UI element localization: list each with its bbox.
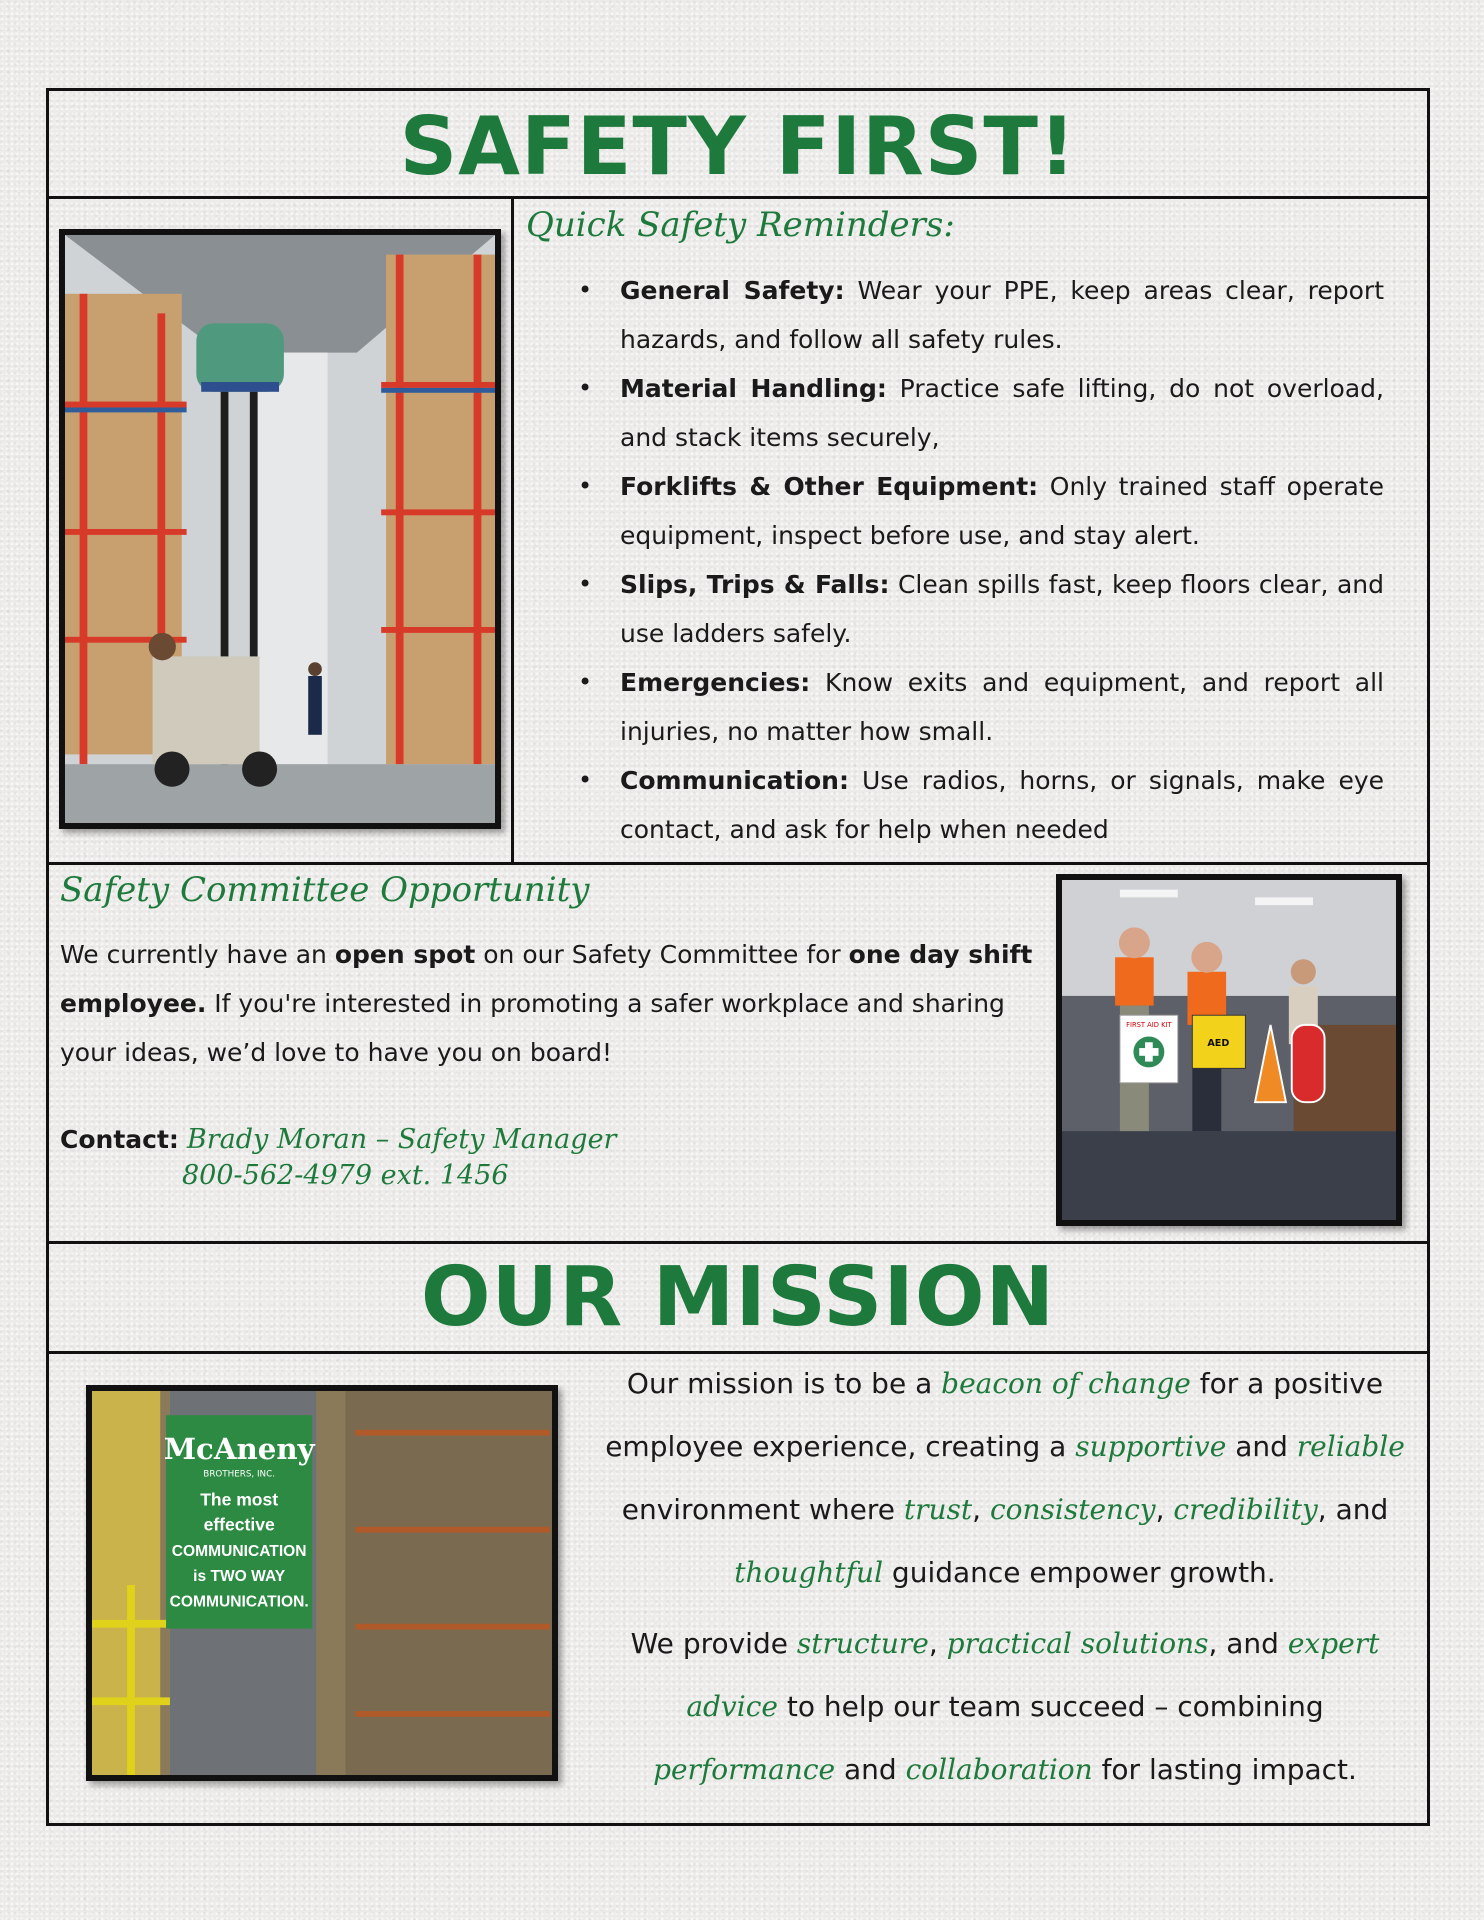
reminders-heading: Quick Safety Reminders: — [526, 205, 955, 245]
list-item: • Emergencies: Know exits and equipment, and report all injuries, no matter how small. — [578, 658, 1384, 756]
committee-heading: Safety Committee Opportunity — [60, 870, 590, 910]
aed-sign-text: AED — [1207, 1038, 1230, 1050]
contact-block — [60, 1122, 616, 1158]
contact-label: Contact: — [60, 1125, 179, 1154]
sign-sub: BROTHERS, INC. — [203, 1469, 276, 1480]
sign-line: COMMUNICATION — [171, 1542, 307, 1560]
first-aid-sign-text: FIRST AID KIT — [1126, 1020, 1172, 1029]
communication-sign-photo — [86, 1385, 558, 1781]
mission-paragraph-1: Our mission is to be a beacon of change for a positive employee experience, creating a supportive and reliable environment where trust, consistency, credibility, and thoughtful guidance empower growth. — [605, 1367, 1405, 1589]
divider-vertical — [511, 196, 514, 864]
mission-text — [592, 1352, 1418, 1801]
reminders-list — [578, 266, 1384, 854]
divider-mission-top — [46, 1241, 1430, 1244]
sign-line: The most — [200, 1489, 279, 1510]
committee-text: We currently have an open spot on our Safety Committee for one day shift employee. If you're interested in promoting a safer workplace and sharing your ideas, we’d love to have you on board! — [60, 940, 1033, 1067]
list-item: • Forklifts & Other Equipment: Only trained staff operate equipment, inspect before use, and stay alert. — [578, 462, 1384, 560]
page-title: SAFETY FIRST! — [399, 100, 1077, 193]
sign-line: COMMUNICATION. — [169, 1593, 309, 1611]
list-item: • Communication: Use radios, horns, or signals, make eye contact, and ask for help when needed — [578, 756, 1384, 854]
sign-line: is TWO WAY — [193, 1568, 286, 1586]
mission-title: OUR MISSION — [420, 1250, 1056, 1345]
warehouse-forklift-photo — [59, 229, 501, 829]
mission-paragraph-2: We provide structure, practical solutions, and expert advice to help our team succeed – combining performance and collaboration for lasting impact. — [630, 1627, 1380, 1786]
list-item: • Slips, Trips & Falls: Clean spills fast, keep floors clear, and use ladders safely. — [578, 560, 1384, 658]
sign-brand: McAneny — [163, 1431, 315, 1466]
safety-committee-photo — [1056, 874, 1402, 1226]
contact-phone: 800-562-4979 ext. 1456 — [182, 1160, 509, 1191]
contact-name: Brady Moran – Safety Manager — [186, 1124, 617, 1155]
list-item: • Material Handling: Practice safe lifting, do not overload, and stack items securely, — [578, 364, 1384, 462]
sign-line: effective — [203, 1514, 275, 1535]
divider-committee — [46, 862, 1430, 865]
divider-header — [46, 196, 1430, 199]
list-item: • General Safety: Wear your PPE, keep areas clear, report hazards, and follow all safety rules. — [578, 266, 1384, 364]
